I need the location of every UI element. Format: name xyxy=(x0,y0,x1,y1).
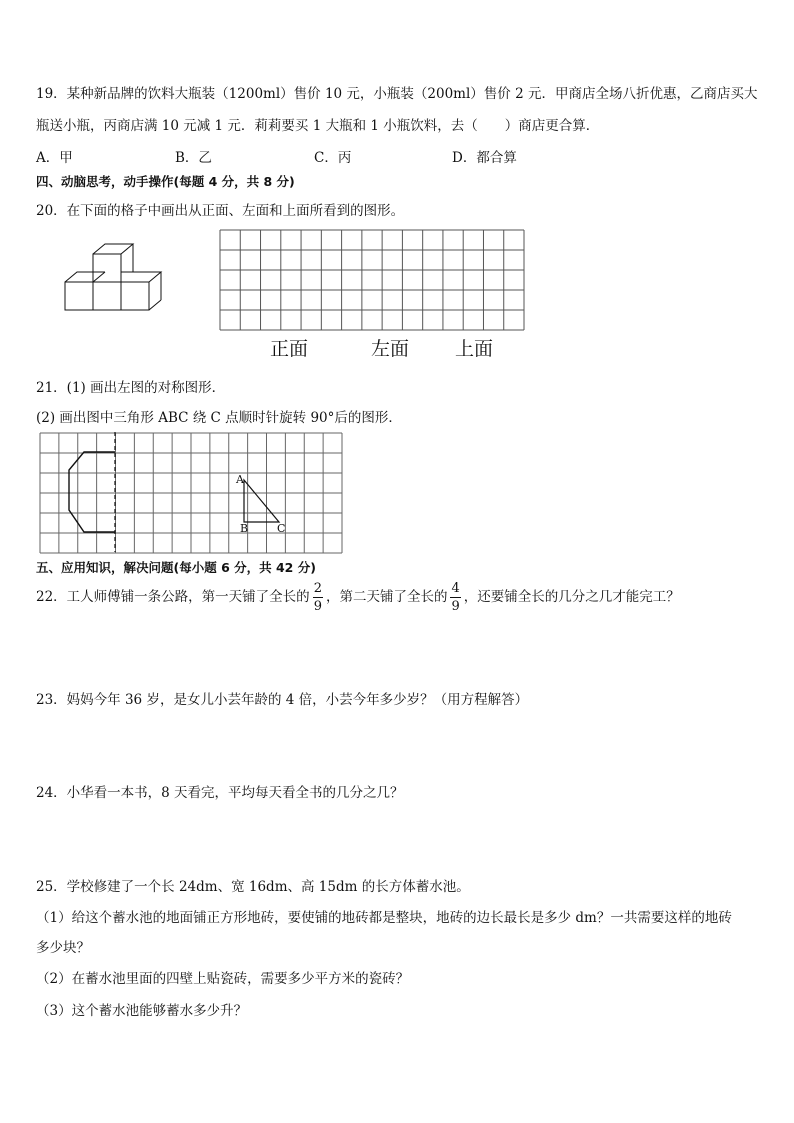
triangle-abc xyxy=(244,480,279,522)
q19-option-b: B．乙 xyxy=(175,150,212,166)
q19-option-c: C．丙 xyxy=(314,150,352,166)
cube-stack-figure xyxy=(60,240,170,315)
q22-text xyxy=(36,580,680,614)
q19-option-a: A．甲 xyxy=(36,150,73,166)
section-4-title: 四、动脑思考，动手操作(每题 4 分，共 8 分) xyxy=(36,174,295,189)
q21-figures xyxy=(39,432,343,554)
label-top-view: 上面 xyxy=(455,338,494,360)
fraction-4-9: $\frac{4}{9}$ xyxy=(451,581,460,614)
q21-line2: (2) 画出图中三角形 ABC 绕 C 点顺时针旋转 90°后的图形． xyxy=(36,410,402,426)
q22-part3: ，还要铺全长的几分之几才能完工？ xyxy=(463,589,680,605)
half-shape xyxy=(69,452,115,532)
label-point-a: A xyxy=(236,473,244,486)
label-left-view: 左面 xyxy=(371,338,410,360)
q23-text: 23．妈妈今年 36 岁，是女儿小芸年龄的 4 倍，小芸今年多少岁？（用方程解答） xyxy=(36,692,529,708)
label-point-b: B xyxy=(240,522,249,535)
q19-line1: 19．某种新品牌的饮料大瓶装（1200ml）售价 10 元，小瓶装（200ml）售价 2 元．甲商店全场八折优惠，乙商店买大 xyxy=(36,86,758,102)
q25-sub1-line1: （1）给这个蓄水池的地面铺正方形地砖，要使铺的地砖都是整块，地砖的边长最长是多少 dm？一共需要这样的地砖 xyxy=(36,910,732,926)
label-front-view: 正面 xyxy=(270,338,309,360)
q25-sub1-line2: 多少块？ xyxy=(36,940,90,956)
q19-option-d: D．都合算 xyxy=(452,150,517,166)
q25-text: 25．学校修建了一个长 24dm、宽 16dm、高 15dm 的长方体蓄水池。 xyxy=(36,879,470,895)
q24-text: 24．小华看一本书，8 天看完，平均每天看全书的几分之几？ xyxy=(36,785,404,801)
q22-part2: ，第二天铺了全长的 xyxy=(325,589,448,605)
fraction-2-9: $\frac{2}{9}$ xyxy=(313,581,322,614)
q21-line1: 21．(1) 画出左图的对称图形． xyxy=(36,380,226,396)
section-5-title: 五、应用知识，解决问题(每小题 6 分，共 42 分) xyxy=(36,560,316,575)
q22-part1: 22．工人师傅铺一条公路，第一天铺了全长的 xyxy=(36,589,310,605)
q19-line2: 瓶送小瓶，丙商店满 10 元减 1 元．莉莉要买 1 大瓶和 1 小瓶饮料，去（ ）商店更合算． xyxy=(36,118,600,134)
q25-sub3: （3）这个蓄水池能够蓄水多少升？ xyxy=(36,1003,248,1019)
q25-sub2: （2）在蓄水池里面的四壁上贴瓷砖，需要多少平方米的瓷砖？ xyxy=(36,971,410,987)
q20-drawing-grid[interactable] xyxy=(219,229,525,331)
q20-text: 20．在下面的格子中画出从正面、左面和上面所看到的图形。 xyxy=(36,203,405,219)
label-point-c: C xyxy=(277,522,286,535)
